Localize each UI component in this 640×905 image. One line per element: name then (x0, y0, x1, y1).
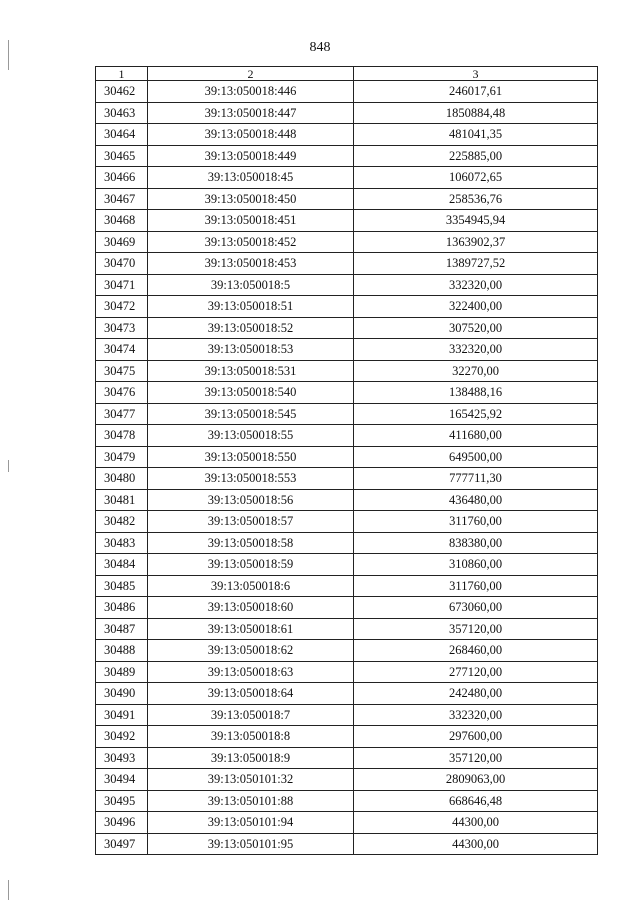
cadastral-number-cell: 39:13:050018:450 (148, 188, 354, 210)
row-number-cell: 30487 (96, 618, 148, 640)
table-row (96, 81, 598, 103)
cadastral-number-cell: 39:13:050018:5 (148, 274, 354, 296)
value-cell: 357120,00 (354, 747, 598, 769)
value-cell: 1363902,37 (354, 231, 598, 253)
value-cell: 297600,00 (354, 726, 598, 748)
cadastral-number-cell: 39:13:050018:451 (148, 210, 354, 232)
cadastral-number-cell: 39:13:050018:53 (148, 339, 354, 361)
table-body (96, 81, 598, 855)
page-number: 848 (309, 40, 331, 55)
value-cell: 332320,00 (354, 339, 598, 361)
cadastral-number-cell: 39:13:050101:94 (148, 812, 354, 834)
value-cell: 311760,00 (354, 511, 598, 533)
column-header-3: 3 (354, 67, 598, 81)
row-number-cell: 30489 (96, 661, 148, 683)
table-row (96, 145, 598, 167)
table-row (96, 339, 598, 361)
table-row (96, 231, 598, 253)
cadastral-number-cell: 39:13:050018:59 (148, 554, 354, 576)
table-row (96, 188, 598, 210)
table-row (96, 253, 598, 275)
row-number-cell: 30479 (96, 446, 148, 468)
row-number-cell: 30488 (96, 640, 148, 662)
cadastral-number-cell: 39:13:050018:45 (148, 167, 354, 189)
table-row (96, 446, 598, 468)
row-number-cell: 30485 (96, 575, 148, 597)
cadastral-number-cell: 39:13:050018:57 (148, 511, 354, 533)
margin-scan-mark (8, 880, 9, 900)
cadastral-number-cell: 39:13:050018:447 (148, 102, 354, 124)
cadastral-number-cell: 39:13:050018:62 (148, 640, 354, 662)
data-table-container (95, 66, 597, 855)
cadastral-number-cell: 39:13:050018:550 (148, 446, 354, 468)
value-cell: 673060,00 (354, 597, 598, 619)
table-row (96, 704, 598, 726)
value-cell: 258536,76 (354, 188, 598, 210)
cadastral-number-cell: 39:13:050018:51 (148, 296, 354, 318)
row-number-cell: 30486 (96, 597, 148, 619)
value-cell: 1850884,48 (354, 102, 598, 124)
row-number-cell: 30462 (96, 81, 148, 103)
cadastral-number-cell: 39:13:050018:7 (148, 704, 354, 726)
row-number-cell: 30466 (96, 167, 148, 189)
row-number-cell: 30490 (96, 683, 148, 705)
table-row (96, 575, 598, 597)
value-cell: 165425,92 (354, 403, 598, 425)
table-row (96, 210, 598, 232)
column-header-2: 2 (148, 67, 354, 81)
value-cell: 138488,16 (354, 382, 598, 404)
table-row (96, 618, 598, 640)
value-cell: 246017,61 (354, 81, 598, 103)
row-number-cell: 30496 (96, 812, 148, 834)
table-row (96, 102, 598, 124)
cadastral-number-cell: 39:13:050018:553 (148, 468, 354, 490)
row-number-cell: 30492 (96, 726, 148, 748)
table-row (96, 833, 598, 855)
row-number-cell: 30468 (96, 210, 148, 232)
cadastral-number-cell: 39:13:050018:56 (148, 489, 354, 511)
table-row (96, 317, 598, 339)
row-number-cell: 30463 (96, 102, 148, 124)
margin-scan-mark (8, 460, 9, 472)
value-cell: 310860,00 (354, 554, 598, 576)
row-number-cell: 30482 (96, 511, 148, 533)
value-cell: 332320,00 (354, 704, 598, 726)
value-cell: 2809063,00 (354, 769, 598, 791)
value-cell: 242480,00 (354, 683, 598, 705)
value-cell: 1389727,52 (354, 253, 598, 275)
cadastral-number-cell: 39:13:050018:446 (148, 81, 354, 103)
row-number-cell: 30483 (96, 532, 148, 554)
row-number-cell: 30465 (96, 145, 148, 167)
value-cell: 411680,00 (354, 425, 598, 447)
value-cell: 32270,00 (354, 360, 598, 382)
table-row (96, 769, 598, 791)
row-number-cell: 30474 (96, 339, 148, 361)
row-number-cell: 30473 (96, 317, 148, 339)
row-number-cell: 30491 (96, 704, 148, 726)
value-cell: 332320,00 (354, 274, 598, 296)
cadastral-number-cell: 39:13:050018:452 (148, 231, 354, 253)
row-number-cell: 30470 (96, 253, 148, 275)
row-number-cell: 30467 (96, 188, 148, 210)
table-row (96, 360, 598, 382)
table-row (96, 554, 598, 576)
table-row (96, 790, 598, 812)
table-row (96, 468, 598, 490)
row-number-cell: 30471 (96, 274, 148, 296)
row-number-cell: 30497 (96, 833, 148, 855)
cadastral-number-cell: 39:13:050101:95 (148, 833, 354, 855)
value-cell: 268460,00 (354, 640, 598, 662)
value-cell: 3354945,94 (354, 210, 598, 232)
cadastral-number-cell: 39:13:050018:52 (148, 317, 354, 339)
row-number-cell: 30493 (96, 747, 148, 769)
table-row (96, 726, 598, 748)
row-number-cell: 30476 (96, 382, 148, 404)
table-row (96, 274, 598, 296)
cadastral-number-cell: 39:13:050018:531 (148, 360, 354, 382)
table-row (96, 403, 598, 425)
value-cell: 481041,35 (354, 124, 598, 146)
value-cell: 277120,00 (354, 661, 598, 683)
cadastral-number-cell: 39:13:050101:88 (148, 790, 354, 812)
cadastral-value-table (95, 66, 598, 855)
value-cell: 777711,30 (354, 468, 598, 490)
table-row (96, 167, 598, 189)
value-cell: 838380,00 (354, 532, 598, 554)
value-cell: 225885,00 (354, 145, 598, 167)
cadastral-number-cell: 39:13:050018:545 (148, 403, 354, 425)
margin-scan-mark (8, 40, 9, 70)
cadastral-number-cell: 39:13:050018:8 (148, 726, 354, 748)
value-cell: 307520,00 (354, 317, 598, 339)
table-row (96, 511, 598, 533)
value-cell: 668646,48 (354, 790, 598, 812)
table-row (96, 425, 598, 447)
row-number-cell: 30495 (96, 790, 148, 812)
row-number-cell: 30481 (96, 489, 148, 511)
value-cell: 44300,00 (354, 812, 598, 834)
row-number-cell: 30475 (96, 360, 148, 382)
header-row (96, 67, 598, 81)
table-row (96, 640, 598, 662)
table-row (96, 597, 598, 619)
cadastral-number-cell: 39:13:050018:6 (148, 575, 354, 597)
table-row (96, 296, 598, 318)
table-row (96, 532, 598, 554)
row-number-cell: 30480 (96, 468, 148, 490)
cadastral-number-cell: 39:13:050018:9 (148, 747, 354, 769)
value-cell: 44300,00 (354, 833, 598, 855)
value-cell: 436480,00 (354, 489, 598, 511)
cadastral-number-cell: 39:13:050018:449 (148, 145, 354, 167)
table-row (96, 747, 598, 769)
table-header (96, 67, 598, 81)
row-number-cell: 30478 (96, 425, 148, 447)
row-number-cell: 30484 (96, 554, 148, 576)
table-row (96, 683, 598, 705)
cadastral-number-cell: 39:13:050018:60 (148, 597, 354, 619)
cadastral-number-cell: 39:13:050018:448 (148, 124, 354, 146)
row-number-cell: 30477 (96, 403, 148, 425)
cadastral-number-cell: 39:13:050018:63 (148, 661, 354, 683)
column-header-1: 1 (96, 67, 148, 81)
cadastral-number-cell: 39:13:050101:32 (148, 769, 354, 791)
row-number-cell: 30494 (96, 769, 148, 791)
cadastral-number-cell: 39:13:050018:61 (148, 618, 354, 640)
value-cell: 106072,65 (354, 167, 598, 189)
value-cell: 322400,00 (354, 296, 598, 318)
table-row (96, 812, 598, 834)
cadastral-number-cell: 39:13:050018:64 (148, 683, 354, 705)
row-number-cell: 30469 (96, 231, 148, 253)
table-row (96, 124, 598, 146)
table-row (96, 489, 598, 511)
value-cell: 357120,00 (354, 618, 598, 640)
row-number-cell: 30464 (96, 124, 148, 146)
table-row (96, 661, 598, 683)
value-cell: 311760,00 (354, 575, 598, 597)
cadastral-number-cell: 39:13:050018:453 (148, 253, 354, 275)
table-row (96, 382, 598, 404)
cadastral-number-cell: 39:13:050018:540 (148, 382, 354, 404)
value-cell: 649500,00 (354, 446, 598, 468)
cadastral-number-cell: 39:13:050018:55 (148, 425, 354, 447)
cadastral-number-cell: 39:13:050018:58 (148, 532, 354, 554)
row-number-cell: 30472 (96, 296, 148, 318)
